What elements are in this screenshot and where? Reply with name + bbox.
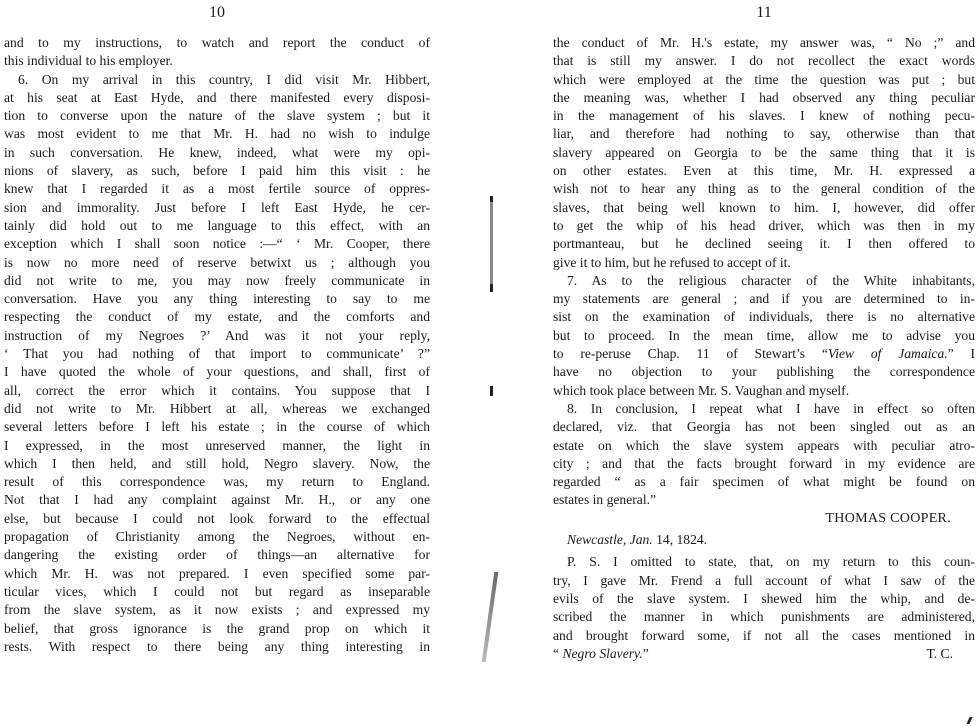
text-line: is now no more need of reserve betwixt us ; although you	[4, 254, 430, 270]
text-line: 7. As to the religious character of the White inhabitants,	[567, 272, 975, 288]
text-line: sist on the examination of individuals, there is no alternative	[553, 309, 975, 325]
dateline	[553, 531, 975, 549]
page-body-text	[553, 34, 975, 663]
text-line: estate on which the slave system appears with peculiar atro-	[553, 437, 975, 453]
text-line: respecting the conduct of my estate, and the comforts and	[4, 309, 430, 325]
text-fragment: ”	[642, 645, 649, 661]
text-line: all, correct the error which it contains. You suppose that I	[4, 382, 430, 398]
text-line: nions of slavery, as such, before I paid him this visit : he	[4, 163, 430, 179]
text-line: liar, and therefore had nothing to say, otherwise than that	[553, 126, 975, 142]
text-line: the conduct of Mr. H.'s estate, my answer was, “ No ;” and	[553, 35, 975, 50]
text-line: instruction of my Negroes ?’ And was it not your reply,	[4, 327, 430, 343]
text-line: portmanteau, but he declined seeing it. I then offered to	[553, 236, 975, 252]
text-line: have no objection to your publishing the correspondence	[553, 364, 975, 380]
text-line: I have quoted the whole of your questions, and shall, first of	[4, 364, 430, 380]
text-line: wish not to hear any thing as to the general condition of the	[553, 181, 975, 197]
binding-shadow	[490, 386, 493, 396]
text-line: Not that I had any complaint against Mr. H., or any one	[4, 492, 430, 508]
text-line: to get the whip of his head driver, which was then in my	[553, 217, 975, 233]
scan-mark	[966, 717, 972, 724]
text-line: my statements are general ; and if you are determined to in-	[553, 291, 975, 307]
text-line: and to my instructions, to watch and report the conduct of	[4, 35, 430, 50]
text-line: knew that I regarded it as a most fertile source of oppres-	[4, 181, 430, 197]
text-line: at his seat at East Hyde, and there manifested every disposi-	[4, 89, 430, 105]
dateline-date: 14, 1824.	[652, 532, 708, 548]
text-line: did not write to me, you may now freely communicate in	[4, 272, 430, 288]
text-line: this individual to his employer.	[4, 53, 173, 69]
text-fragment: to re-peruse Chap. 11 of Stewart’s “	[553, 346, 828, 362]
text-line: from the slave system, as it now exists ; and expressed my	[4, 602, 430, 618]
signature: THOMAS COOPER.	[825, 510, 951, 526]
text-fragment: “	[553, 645, 563, 661]
page-body-text	[4, 34, 430, 656]
text-line	[553, 645, 975, 663]
text-line: sion and immorality. Just before I left East Hyde, he cer-	[4, 199, 430, 215]
text-line: which I then held, and still hold, Negro slavery. Now, the	[4, 455, 430, 471]
book-title: View of Jamaica.	[827, 346, 948, 362]
initials: T. C.	[926, 645, 953, 661]
text-line: which took place between Mr. S. Vaughan and myself.	[553, 382, 850, 398]
text-line: estates in general.”	[553, 492, 657, 508]
text-line: which Mr. H. was not prepared. I even specified some par-	[4, 565, 430, 581]
page-number: 10	[209, 4, 225, 21]
text-line: exception which I shall soon notice :—“ ‘ Mr. Cooper, there	[4, 236, 430, 252]
text-line: that is still my answer. I do not recollect the exact words	[553, 53, 975, 69]
text-line	[553, 345, 975, 363]
text-line: ticular vices, which I could not but regard as inseparable	[4, 583, 430, 599]
text-line: try, I gave Mr. Frend a full account of what I saw of the	[553, 572, 975, 588]
text-line: else, but because I could not look forward to the effectual	[4, 510, 430, 526]
text-line: propagation of Christianity among the Negroes, without en-	[4, 529, 430, 545]
text-line: in such conversation. He knew, indeed, what were my opi-	[4, 144, 430, 160]
page-number: 11	[756, 4, 772, 21]
text-line: dangering the existing order of things—an alternative for	[4, 547, 430, 563]
text-line: the meaning was, whether I had observed any thing peculiar	[553, 89, 975, 105]
text-line: 6. On my arrival in this country, I did visit Mr. Hibbert,	[18, 71, 430, 87]
text-line: slavery appeared on Georgia to be the same thing that it is	[553, 144, 975, 160]
text-line: on other estates. Even at this time, Mr. H. expressed a	[553, 163, 975, 179]
book-title: Negro Slavery.	[562, 645, 643, 661]
text-line: rests. With respect to there being any thing interesting in	[4, 638, 430, 654]
text-line: tainly did hold out to me language to this effect, with an	[4, 217, 430, 233]
binding-shadow	[490, 196, 493, 292]
text-line: tion to converse upon the nature of the slave system ; but it	[4, 108, 430, 124]
dateline-place: Newcastle, Jan.	[567, 532, 653, 548]
text-fragment: ” I	[947, 346, 975, 362]
text-line: P. S. I omitted to state, that, on my return to this coun-	[567, 554, 975, 570]
text-line: and brought forward some, if not all the cases mentioned in	[553, 627, 975, 643]
binding-shadow	[482, 572, 499, 662]
text-line: was most evident to me that Mr. H. had no wish to indulge	[4, 126, 430, 142]
text-line: city ; and that the facts brought forward in my evidence are	[553, 455, 975, 471]
text-line: regarded “ as a fair specimen of what might be found on	[553, 474, 975, 490]
text-line: did not write to Mr. Hibbert at all, whereas we exchanged	[4, 400, 430, 416]
text-line: which were employed at the time the question was put ; but	[553, 71, 975, 87]
text-line: slaves, that being well known to him. I, however, did offer	[553, 199, 975, 215]
text-line: belief, that gross ignorance is the grand prop on which it	[4, 620, 430, 636]
text-line: several letters before I left his estate ; in the course of which	[4, 419, 430, 435]
text-line: I expressed, in the most unreserved manner, the light in	[4, 437, 430, 453]
text-line: but to proceed. In the mean time, allow me to advise you	[553, 327, 975, 343]
text-line: result of this correspondence was, my return to England.	[4, 474, 430, 490]
text-line: ‘ That you had nothing of that import to communicate’ ?”	[4, 346, 430, 362]
text-line: scribed the manner in which punishments are administered,	[553, 609, 975, 625]
text-line: declared, viz. that Georgia has not been singled out as an	[553, 419, 975, 435]
text-line: conversation. Have you any thing interesting to say to me	[4, 291, 430, 307]
text-line: give it to him, but he refused to accept of it.	[553, 254, 791, 270]
text-line: evils of the slave system. I shewed him the whip, and de-	[553, 590, 975, 606]
text-line: in the management of his slaves. I knew of nothing pecu-	[553, 108, 975, 124]
text-line: 8. In conclusion, I repeat what I have in effect so often	[567, 400, 975, 416]
